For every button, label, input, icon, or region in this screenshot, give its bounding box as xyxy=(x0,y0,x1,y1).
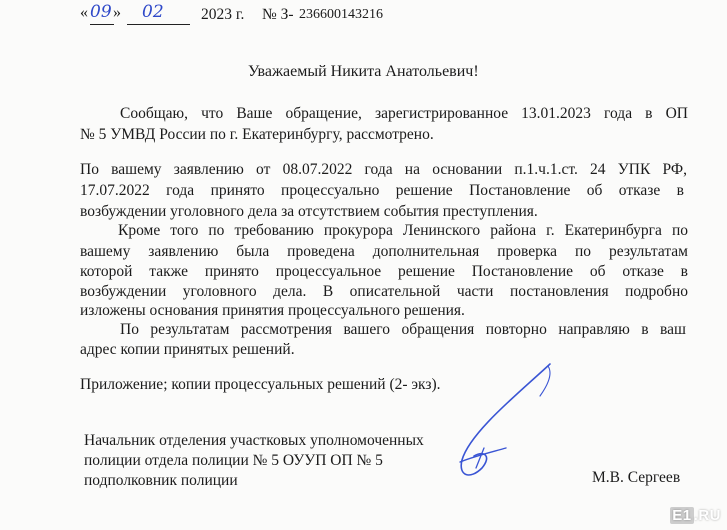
paragraph-2-line-1: По вашему заявлению от 08.07.2022 года на основании п.1.ч.1.ст. 24 УПК РФ, xyxy=(80,161,687,178)
paragraph-3-line-3: которой также принято процессуальное решение Постановление об отказе в xyxy=(80,263,688,280)
watermark-logo xyxy=(670,507,721,524)
quote-close: » xyxy=(113,4,121,21)
salutation: Уважаемый Никита Анатольевич! xyxy=(248,63,479,80)
month-underline xyxy=(127,24,190,25)
paragraph-3-line-2: вашему заявлению была проведена дополнительная проверка по результатам xyxy=(80,243,688,260)
signer-title-line-3: подполковник полиции xyxy=(84,472,238,489)
document-number-label: № З- xyxy=(262,6,294,23)
paragraph-2-line-3: возбуждении уголовного дела за отсутствием события преступления. xyxy=(80,203,538,220)
paragraph-4-line-2: адрес копии принятых решений. xyxy=(80,341,295,358)
signer-title-line-2: полиции отдела полиции № 5 ОУУП ОП № 5 xyxy=(84,452,383,469)
paragraph-3-line-4: возбуждении уголовного дела. В описательной части постановления подробно xyxy=(80,283,688,300)
paragraph-4-line-1: По результатам рассмотрения вашего обращения повторно направляю в ваш xyxy=(120,321,686,338)
paragraph-3-line-1: Кроме того по требованию прокурора Ленинского района г. Екатеринбурга по xyxy=(118,222,688,239)
paragraph-1-line-2: № 5 УМВД России по г. Екатеринбургу, рассмотрено. xyxy=(80,126,434,143)
signer-name: М.В. Сергеев xyxy=(592,469,681,486)
document-year: 2023 г. xyxy=(201,6,245,23)
paragraph-2-line-2: 17.07.2022 года принято процессуально решение Постановление об отказе в xyxy=(80,182,684,199)
watermark-brand: E1 xyxy=(672,507,692,524)
paragraph-1-line-1: Сообщаю, что Ваше обращение, зарегистрированное 13.01.2023 года в ОП xyxy=(120,105,688,122)
handwritten-day: 09 xyxy=(90,2,112,22)
handwritten-month: 02 xyxy=(142,2,164,22)
paragraph-3-line-5: изложены основания принятия процессуального решения. xyxy=(80,302,465,319)
quote-open: « xyxy=(80,4,88,21)
watermark-suffix: .RU xyxy=(693,507,721,524)
signer-title-line-1: Начальник отделения участковых уполномоченных xyxy=(84,432,424,449)
day-underline xyxy=(90,24,114,25)
attachment-line: Приложение; копии процессуальных решений (2- экз). xyxy=(80,376,441,393)
document-number-value: 236600143216 xyxy=(299,7,383,22)
handwritten-signature xyxy=(400,352,580,502)
